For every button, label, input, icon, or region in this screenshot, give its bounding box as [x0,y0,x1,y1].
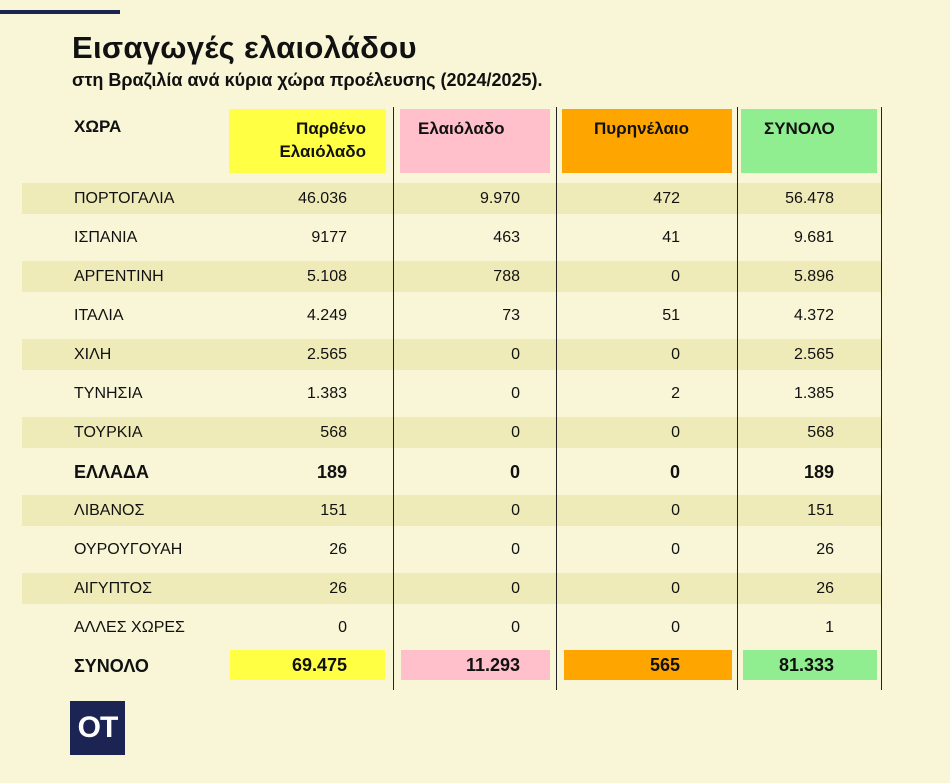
column-divider [881,107,882,690]
virgin-value-cell: 46.036 [298,190,347,207]
olive-oil-value-cell: 0 [511,502,520,519]
virgin-value-cell: 5.108 [306,268,347,285]
total-value-cell: 1.385 [793,385,834,402]
virgin-value-cell: 26 [329,580,347,597]
olive-oil-value-cell: 0 [511,346,520,363]
header-virgin-line1: Παρθένο [296,119,366,138]
pomace-value-cell: 41 [662,229,680,246]
top-rule [0,10,120,14]
header-total-label: ΣΥΝΟΛΟ [764,119,835,138]
country-cell: ΟΥΡΟΥΓΟΥΑΗ [74,541,183,558]
country-cell: ΛΙΒΑΝΟΣ [74,502,145,519]
olive-oil-value-cell: 9.970 [479,190,520,207]
total-value-cell: 56.478 [785,190,834,207]
country-cell: ΑΛΛΕΣ ΧΩΡΕΣ [74,619,185,636]
pomace-value-cell: 0 [669,462,680,482]
totals-label: ΣΥΝΟΛΟ [74,656,149,676]
olive-oil-value-cell: 463 [493,229,520,246]
total-value-cell: 9.681 [793,229,834,246]
country-cell: ΧΙΛΗ [74,346,112,363]
pomace-value-cell: 0 [671,619,680,636]
country-cell: ΑΙΓΥΠΤΟΣ [74,580,152,597]
virgin-value-cell: 151 [320,502,347,519]
total-total-value: 81.333 [778,655,834,675]
page-subtitle: στη Βραζιλία ανά κύρια χώρα προέλευσης (2024/2025). [72,70,543,90]
country-cell: ΠΟΡΤΟΓΑΛΙΑ [74,190,175,207]
header-olive-oil [400,109,550,173]
virgin-value-cell: 189 [316,462,347,482]
virgin-value-cell: 9177 [311,229,347,246]
virgin-value-cell: 26 [329,541,347,558]
total-virgin-value: 69.475 [291,655,347,675]
olive-oil-value-cell: 0 [511,580,520,597]
column-divider [393,107,394,690]
header-pomace-label: Πυρηνέλαιο [594,119,690,138]
ot-logo: ΟΤ [70,701,125,755]
pomace-value-cell: 0 [671,580,680,597]
olive-oil-value-cell: 0 [511,424,520,441]
total-olive-oil-value: 11.293 [465,655,520,675]
country-cell: ΤΟΥΡΚΙΑ [74,424,143,441]
total-value-cell: 26 [816,580,834,597]
olive-oil-value-cell: 73 [502,307,520,324]
page-title: Εισαγωγές ελαιολάδου [72,30,417,65]
virgin-value-cell: 1.383 [306,385,347,402]
total-value-cell: 189 [803,462,834,482]
header-country: ΧΩΡΑ [74,117,122,136]
header-virgin-olive-oil [229,109,386,173]
header-virgin-line2: Ελαιόλαδο [279,142,366,161]
virgin-value-cell: 0 [338,619,347,636]
pomace-value-cell: 472 [653,190,680,207]
pomace-value-cell: 0 [671,268,680,285]
total-value-cell: 5.896 [793,268,834,285]
column-divider [737,107,738,690]
country-cell: ΤΥΝΗΣΙΑ [74,385,143,402]
total-value-cell: 1 [825,619,834,636]
header-total [741,109,877,173]
virgin-value-cell: 4.249 [306,307,347,324]
pomace-value-cell: 0 [671,541,680,558]
virgin-value-cell: 568 [320,424,347,441]
total-value-cell: 151 [807,502,834,519]
pomace-value-cell: 0 [671,502,680,519]
total-pomace-value: 565 [649,655,680,675]
country-cell: ΑΡΓΕΝΤΙΝΗ [74,268,164,285]
header-olive-oil-label: Ελαιόλαδο [418,119,505,138]
total-value-cell: 568 [807,424,834,441]
header-pomace-oil [562,109,732,173]
virgin-value-cell: 2.565 [306,346,347,363]
pomace-value-cell: 0 [671,424,680,441]
total-value-cell: 26 [816,541,834,558]
olive-oil-value-cell: 0 [511,541,520,558]
olive-oil-value-cell: 0 [511,385,520,402]
pomace-value-cell: 0 [671,346,680,363]
olive-oil-value-cell: 0 [511,619,520,636]
total-value-cell: 2.565 [793,346,834,363]
country-cell: ΕΛΛΑΔΑ [74,462,149,482]
country-cell: ΙΣΠΑΝΙΑ [74,229,138,246]
pomace-value-cell: 51 [662,307,680,324]
olive-oil-value-cell: 788 [493,268,520,285]
total-value-cell: 4.372 [793,307,834,324]
country-cell: ΙΤΑΛΙΑ [74,307,124,324]
pomace-value-cell: 2 [671,385,680,402]
olive-oil-value-cell: 0 [509,462,520,482]
column-divider [556,107,557,690]
